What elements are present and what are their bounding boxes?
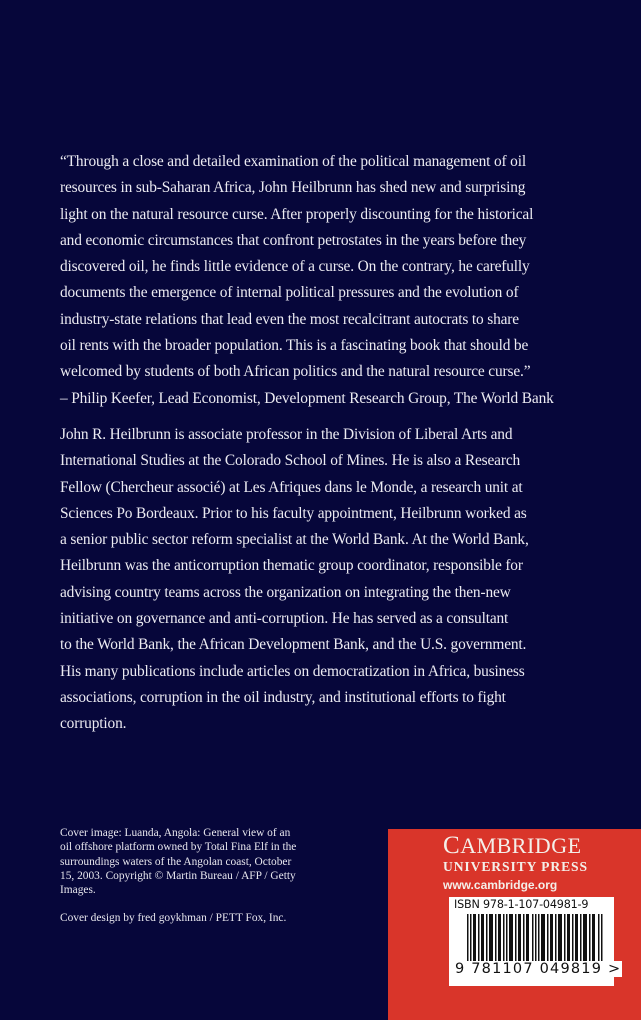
isbn-barcode (449, 897, 622, 986)
quote-attribution: – Philip Keefer, Lead Economist, Development Research Group, The World Bank (60, 389, 554, 407)
publisher-url: www.cambridge.org (443, 878, 558, 892)
cover-image-credit-line: oil offshore platform owned by Total Fina Elf in the (60, 841, 297, 854)
quote-line: welcomed by students of both African politics and the natural resource curse.” (60, 363, 531, 381)
cover-credits (60, 826, 360, 926)
publisher-name-initial: C (443, 832, 461, 859)
spacer (60, 897, 360, 911)
author-bio (60, 422, 620, 738)
publisher-name-rest: AMBRIDGE (460, 833, 582, 858)
publisher-panel (388, 829, 641, 1020)
ean-digits (454, 961, 622, 977)
cover-image-credit-line: surroundings waters of the Angolan coast, October (60, 855, 292, 868)
quote-line: light on the natural resource curse. After properly discounting for the historical (60, 205, 534, 223)
cover-design-credit: Cover design by fred goykhman / PETT Fox, Inc. (60, 912, 287, 925)
bio-line: corruption. (60, 715, 127, 733)
isbn-label: ISBN 978-1-107-04981-9 (454, 898, 589, 911)
bio-line: International Studies at the Colorado School of Mines. He is also a Research (60, 452, 521, 470)
bio-line: a senior public sector reform specialist at the World Bank. At the World Bank, (60, 531, 529, 549)
quote-line: discovered oil, he finds little evidence of a curse. On the contrary, he carefully (60, 258, 530, 276)
publisher-logo-name (443, 832, 582, 860)
quote-line: documents the emergence of internal political pressures and the evolution of (60, 284, 519, 302)
publisher-subtitle: UNIVERSITY PRESS (443, 859, 588, 874)
cover-image-credit-line: 15, 2003. Copyright © Martin Bureau / AFP / Getty (60, 869, 296, 882)
bio-line: Sciences Po Bordeaux. Prior to his faculty appointment, Heilbrunn worked as (60, 504, 527, 522)
quote-line: “Through a close and detailed examination of the political management of oil (60, 153, 526, 170)
bio-line: Fellow (Chercheur associé) at Les Afriques dans le Monde, a research unit at (60, 478, 523, 496)
cover-image-credit-line: Images. (60, 884, 96, 897)
ean-number: 9 781107 049819 > (455, 961, 622, 977)
bio-line: Heilbrunn was the anticorruption thematic group coordinator, responsible for (60, 557, 523, 575)
bio-line: John R. Heilbrunn is associate professor in the Division of Liberal Arts and (60, 426, 513, 443)
bio-line: initiative on governance and anti-corruption. He has served as a consultant (60, 610, 509, 628)
quote-line: resources in sub-Saharan Africa, John Heilbrunn has shed new and surprising (60, 179, 526, 197)
bio-line: His many publications include articles on democratization in Africa, business (60, 662, 525, 680)
quote-line: and economic circumstances that confront petrostates in the years before they (60, 231, 527, 249)
bio-line: associations, corruption in the oil industry, and institutional efforts to fight (60, 688, 506, 706)
quote-line: industry-state relations that lead even the most recalcitrant autocrats to share (60, 310, 519, 328)
bio-line: to the World Bank, the African Development Bank, and the U.S. government. (60, 636, 527, 654)
quote-line: oil rents with the broader population. This is a fascinating book that should be (60, 337, 529, 355)
cover-image-credit-line: Cover image: Luanda, Angola: General view of an (60, 827, 291, 839)
endorsement-quote (60, 149, 620, 412)
bio-line: advising country teams across the organization on integrating the then-new (60, 583, 511, 601)
